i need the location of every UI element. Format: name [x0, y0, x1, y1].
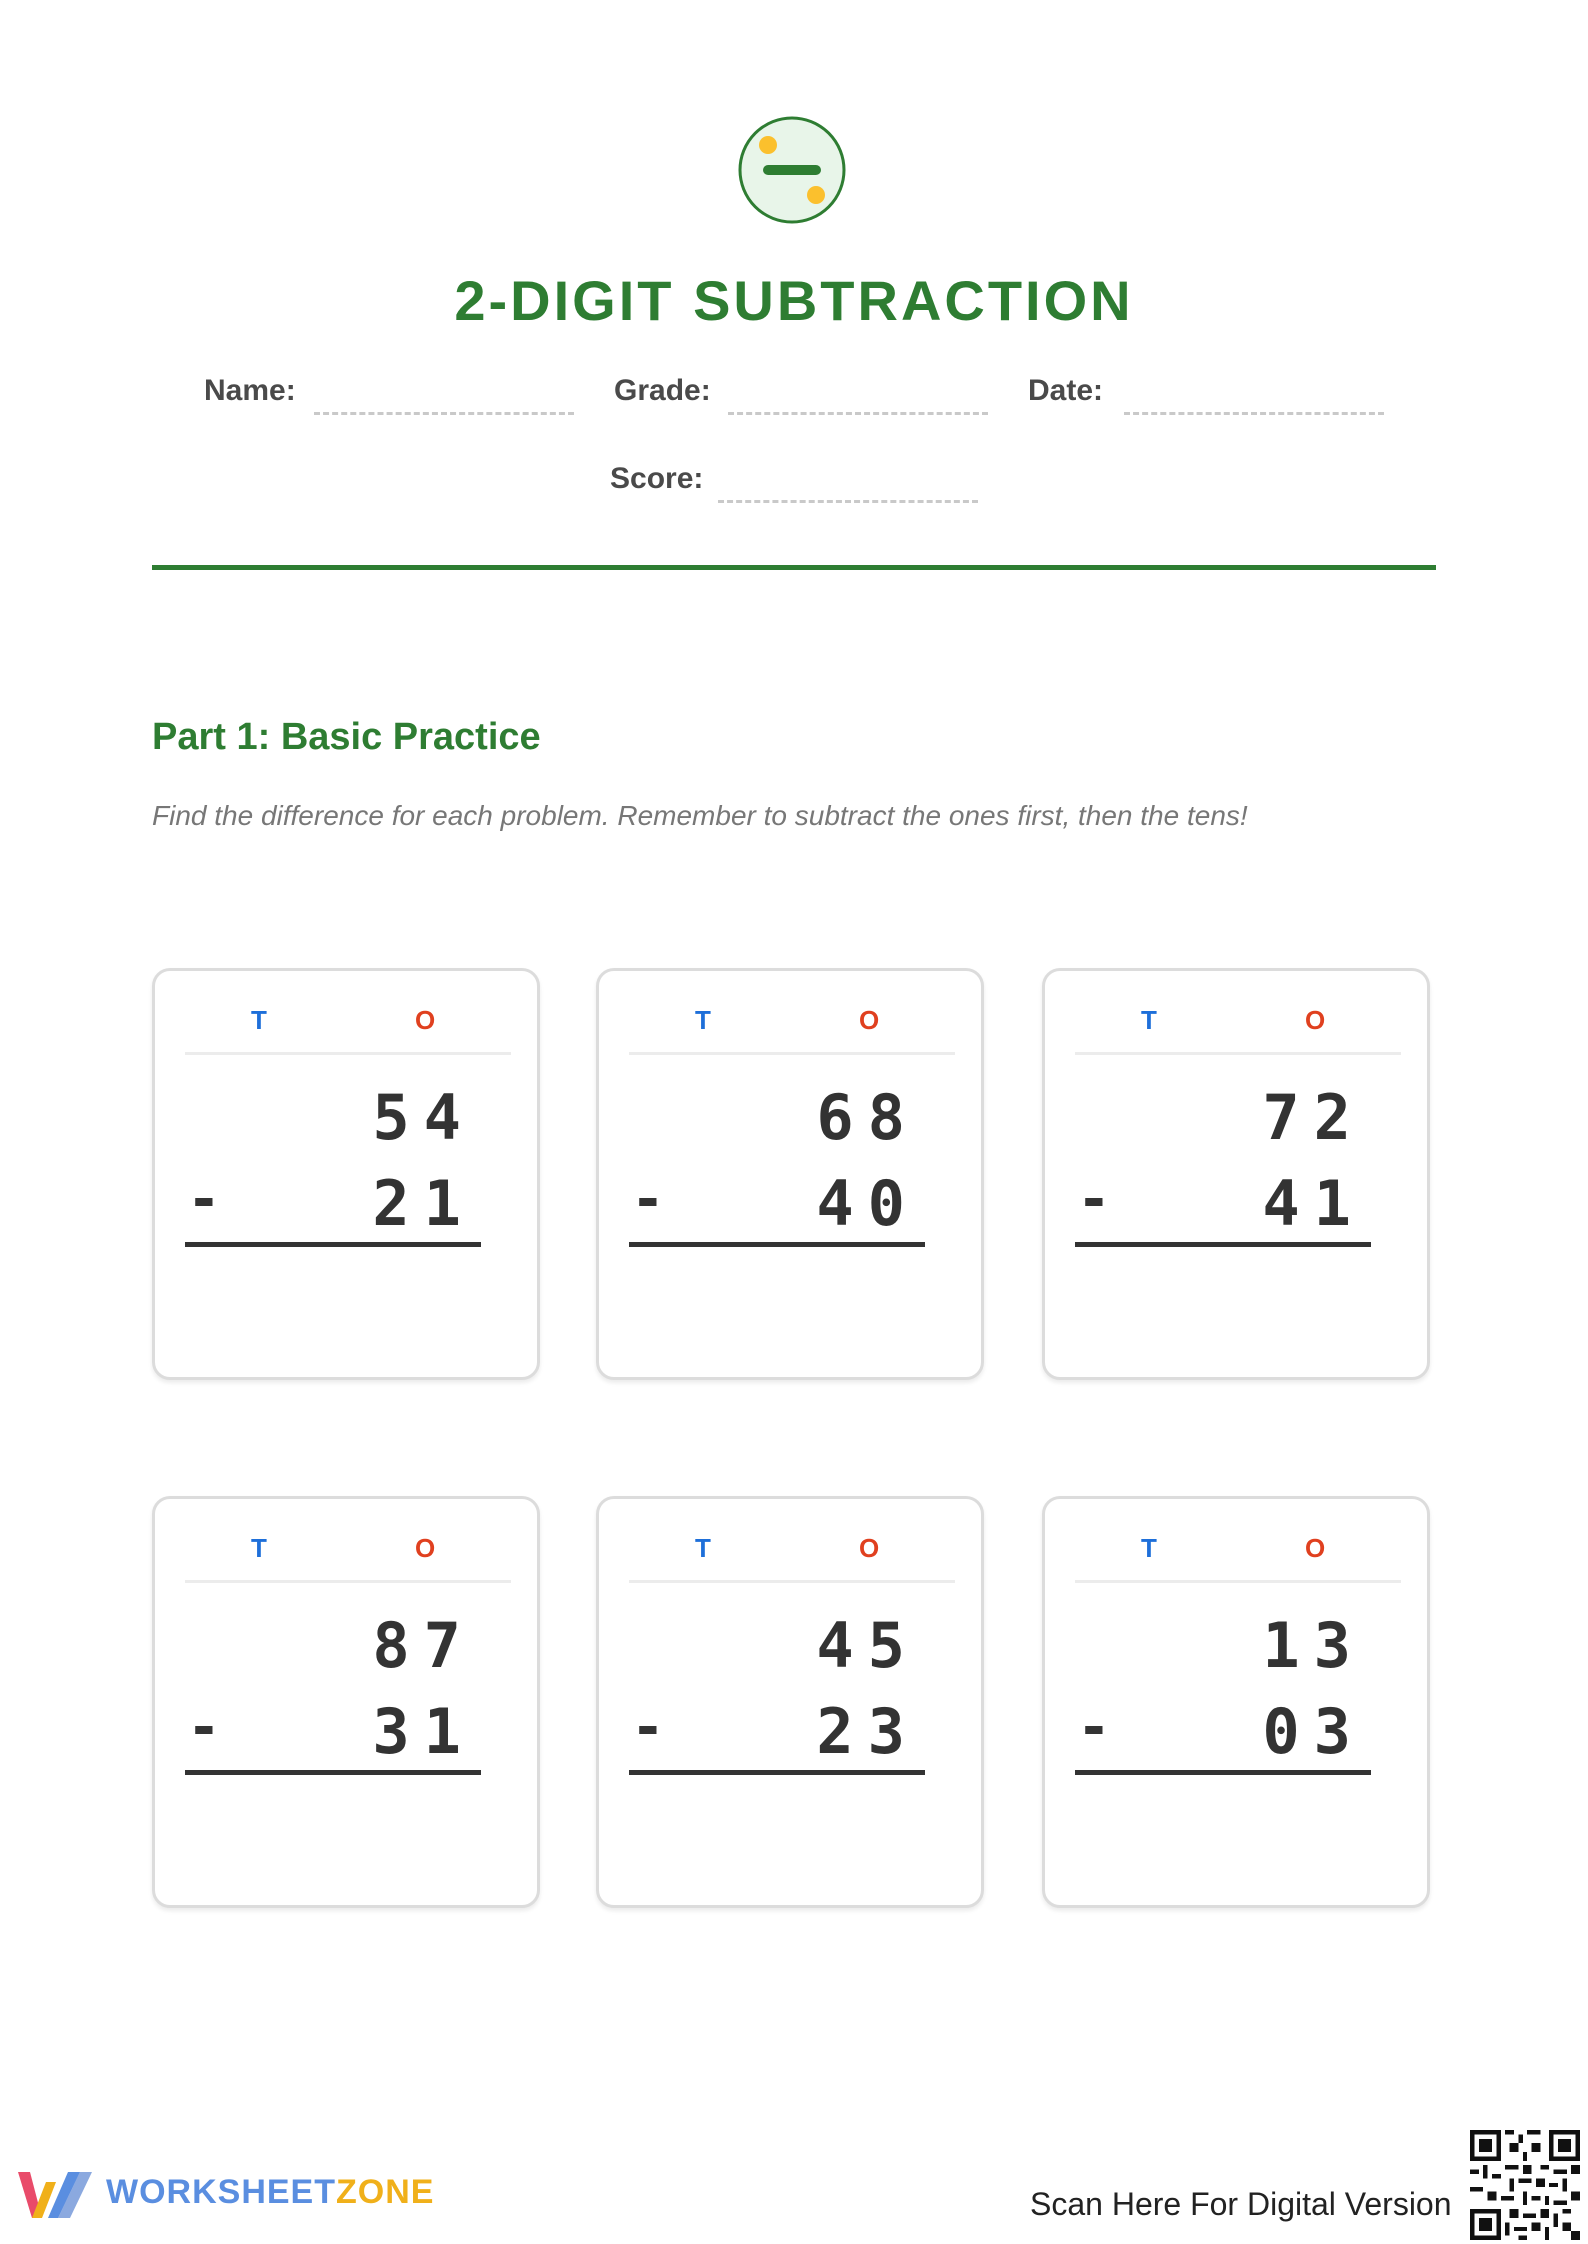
name-label: Name:: [204, 374, 296, 407]
ones-column-label: O: [415, 1005, 436, 1035]
column-separator: [1075, 1580, 1401, 1583]
tens-column-label: T: [1141, 1005, 1157, 1035]
subtrahend: 31: [372, 1695, 475, 1768]
division-sign-icon: [737, 115, 847, 225]
minus-sign: -: [631, 1167, 665, 1232]
score-field[interactable]: [718, 500, 978, 503]
minuend: 87: [372, 1609, 475, 1682]
brand-name-part1: WORKSHEET: [106, 2173, 336, 2211]
column-separator: [185, 1580, 511, 1583]
column-separator: [629, 1580, 955, 1583]
brand-name-part2: ZONE: [336, 2173, 435, 2211]
minus-sign: -: [1077, 1695, 1111, 1760]
ones-column-label: O: [859, 1005, 880, 1035]
qr-code-icon[interactable]: [1470, 2130, 1580, 2240]
subtrahend: 41: [1262, 1167, 1365, 1240]
problem-card[interactable]: [152, 968, 540, 1380]
answer-line: [185, 1242, 481, 1247]
problem-card[interactable]: [1042, 968, 1430, 1380]
worksheet-title: 2-DIGIT SUBTRACTION: [454, 269, 1134, 332]
answer-line: [629, 1242, 925, 1247]
column-separator: [185, 1052, 511, 1055]
answer-line: [1075, 1242, 1371, 1247]
minus-sign: -: [187, 1695, 221, 1760]
answer-line: [629, 1770, 925, 1775]
tens-column-label: T: [1141, 1533, 1157, 1563]
problem-card[interactable]: [596, 968, 984, 1380]
grade-field[interactable]: [728, 412, 988, 415]
scan-instruction: Scan Here For Digital Version: [1030, 2186, 1452, 2222]
grade-label: Grade:: [614, 374, 711, 407]
header-divider: [152, 565, 1436, 570]
minuend: 45: [816, 1609, 919, 1682]
problem-card[interactable]: [152, 1496, 540, 1908]
instructions-text: Find the difference for each problem. Remember to subtract the ones first, then the tens!: [152, 800, 1248, 831]
column-separator: [1075, 1052, 1401, 1055]
name-field[interactable]: [314, 412, 574, 415]
ones-column-label: O: [1305, 1533, 1326, 1563]
problem-card[interactable]: [596, 1496, 984, 1908]
answer-line: [1075, 1770, 1371, 1775]
date-label: Date:: [1028, 374, 1104, 407]
minuend: 68: [816, 1081, 919, 1154]
tens-column-label: T: [251, 1533, 267, 1563]
date-field[interactable]: [1124, 412, 1384, 415]
section-title: Part 1: Basic Practice: [152, 716, 541, 758]
ones-column-label: O: [415, 1533, 436, 1563]
tens-column-label: T: [695, 1533, 711, 1563]
minuend: 54: [372, 1081, 475, 1154]
tens-column-label: T: [251, 1005, 267, 1035]
score-label: Score:: [610, 462, 704, 495]
minus-sign: -: [1077, 1167, 1111, 1232]
worksheetzone-logo-icon: [18, 2168, 94, 2222]
minuend: 72: [1262, 1081, 1365, 1154]
subtrahend: 21: [372, 1167, 475, 1240]
answer-line: [185, 1770, 481, 1775]
subtrahend: 03: [1262, 1695, 1365, 1768]
minus-sign: -: [631, 1695, 665, 1760]
column-separator: [629, 1052, 955, 1055]
subtrahend: 40: [816, 1167, 919, 1240]
subtrahend: 23: [816, 1695, 919, 1768]
problem-card[interactable]: [1042, 1496, 1430, 1908]
tens-column-label: T: [695, 1005, 711, 1035]
minuend: 13: [1262, 1609, 1365, 1682]
minus-sign: -: [187, 1167, 221, 1232]
ones-column-label: O: [1305, 1005, 1326, 1035]
ones-column-label: O: [859, 1533, 880, 1563]
brand-name[interactable]: [106, 2173, 434, 2212]
